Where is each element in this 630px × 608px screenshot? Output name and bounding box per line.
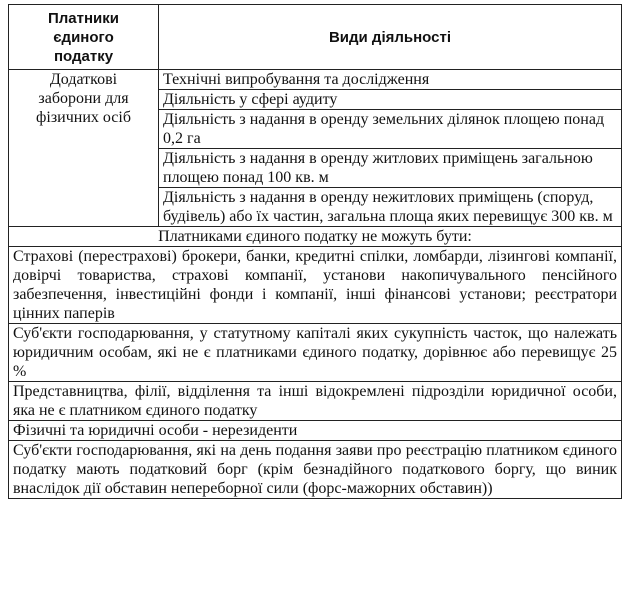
non-payer-item: Страхові (перестрахові) брокери, банки, кредитні спілки, ломбарди, лізингові компанії, довірчі товариства, страхові компанії, установи накопичувального пенсійного забезпечення, інвестиційні фонди і компанії, інші фінансові установи; реєстратори цінних паперів — [9, 247, 622, 324]
single-tax-table — [8, 4, 622, 499]
header-row — [9, 5, 622, 70]
header-activities: Види діяльності — [159, 5, 622, 70]
restrictions-label — [9, 70, 159, 227]
non-payer-row — [9, 421, 622, 441]
activity-row — [9, 70, 622, 90]
activity-item: Діяльність у сфері аудиту — [159, 90, 622, 110]
non-payer-row — [9, 247, 622, 324]
non-payer-row — [9, 382, 622, 421]
restrictions-label-line: заборони для — [38, 90, 129, 107]
non-payer-row — [9, 441, 622, 499]
activity-item: Діяльність з надання в оренду житлових приміщень загальною площею понад 100 кв. м — [159, 149, 622, 188]
activity-item: Діяльність з надання в оренду нежитлових приміщень (споруд, будівель) або їх частин, загальна площа яких перевищує 300 кв. м — [159, 188, 622, 227]
non-payer-item: Фізичні та юридичні особи - нерезиденти — [9, 421, 622, 441]
non-payer-item: Представництва, філії, відділення та інші відокремлені підрозділи юридичної особи, яка не є платником єдиного податку — [9, 382, 622, 421]
activity-item: Діяльність з надання в оренду земельних ділянок площею понад 0,2 га — [159, 110, 622, 149]
header-payers — [9, 5, 159, 70]
non-payers-heading: Платниками єдиного податку не можуть бути: — [9, 227, 622, 247]
non-payer-item: Суб'єкти господарювання, у статутному капіталі яких сукупність часток, що належать юридичним особам, які не є платниками єдиного податку, дорівнює або перевищує 25 % — [9, 324, 622, 382]
non-payer-row — [9, 324, 622, 382]
non-payer-item: Суб'єкти господарювання, які на день подання заяви про реєстрацію платником єдиного податку мають податковий борг (крім безнадійного податкового боргу, що виник внаслідок дії обставин непереборної сили (форс-мажорних обставин)) — [9, 441, 622, 499]
non-payers-heading-row — [9, 227, 622, 247]
restrictions-label-line: фізичних осіб — [36, 109, 131, 126]
activity-item: Технічні випробування та дослідження — [159, 70, 622, 90]
header-payers-line: Платники — [47, 9, 119, 27]
header-payers-line: податку — [53, 47, 114, 65]
restrictions-label-line: Додаткові — [49, 71, 118, 88]
header-payers-line: єдиного — [53, 28, 114, 46]
